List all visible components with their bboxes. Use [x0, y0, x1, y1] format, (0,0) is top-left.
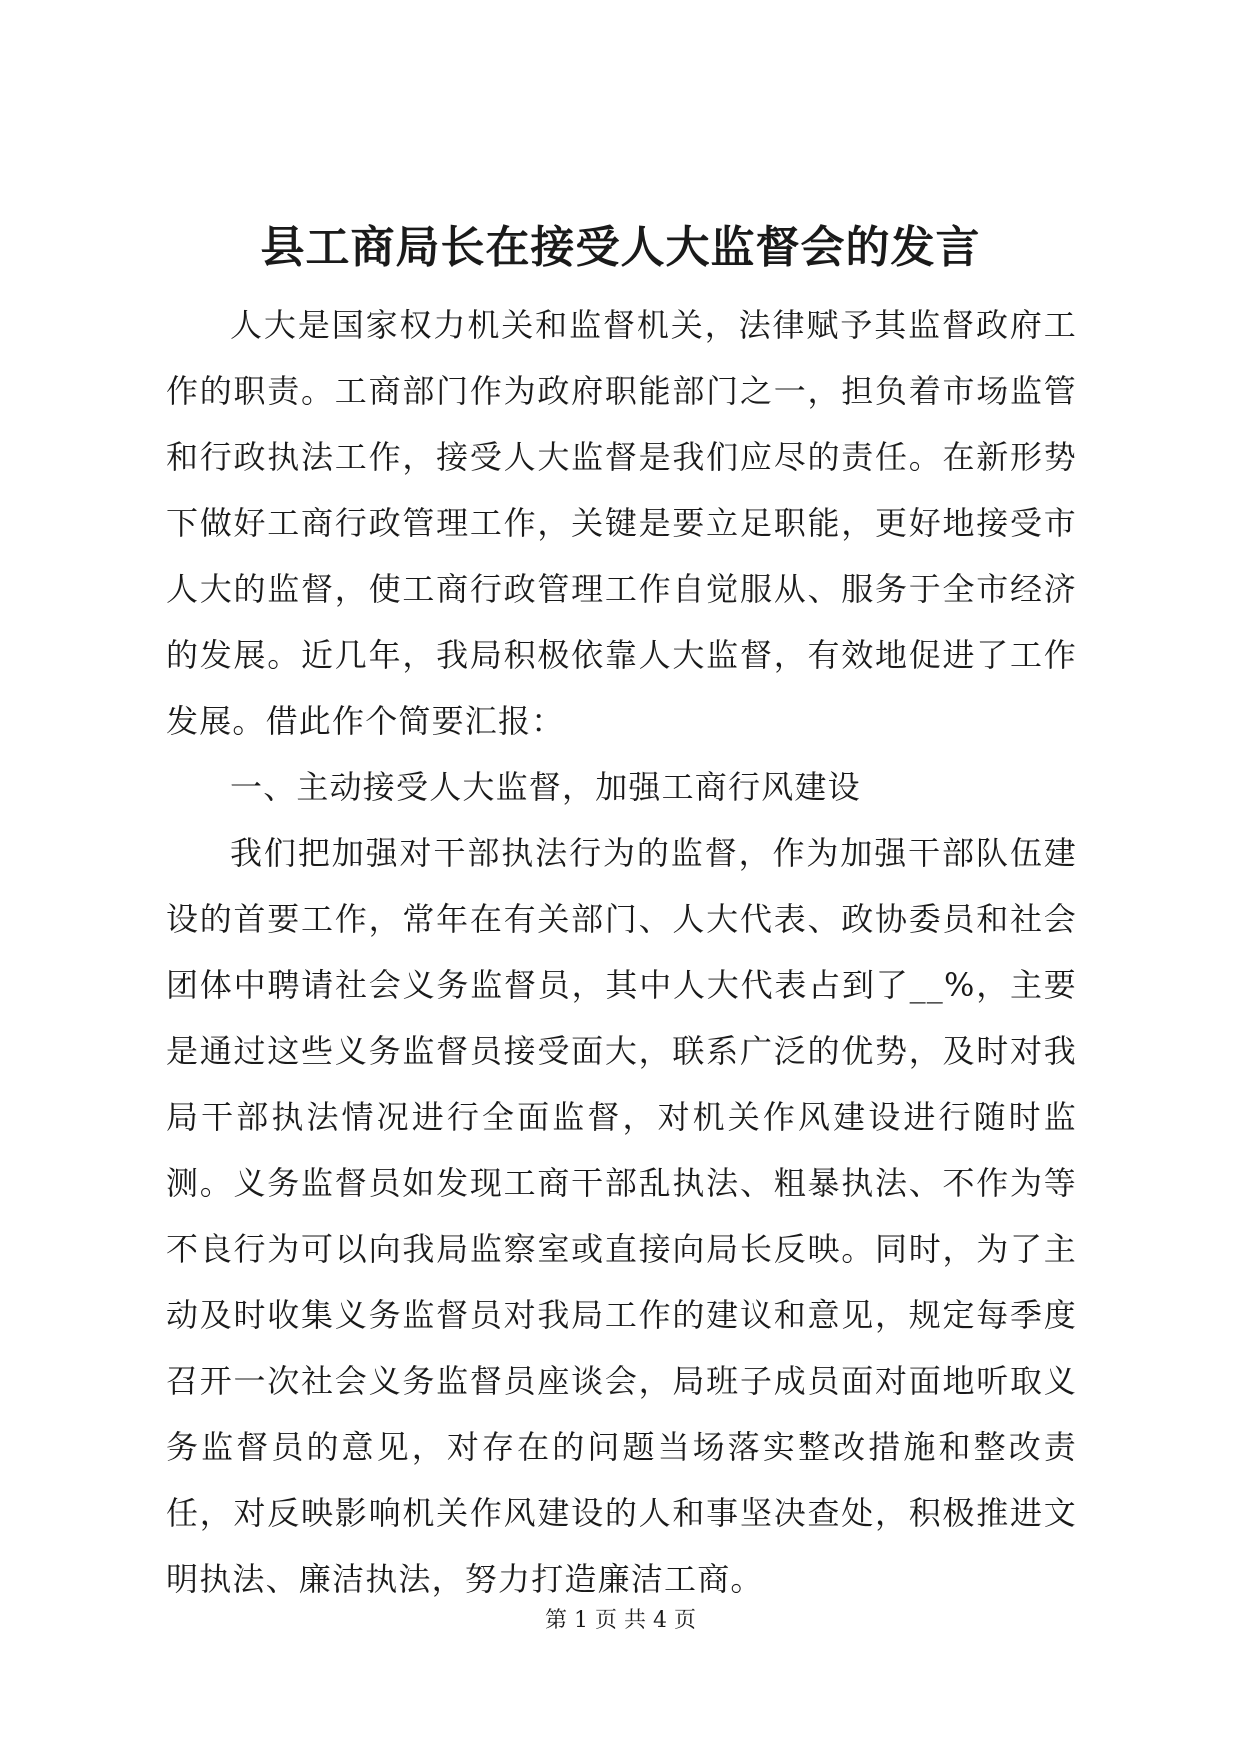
document-title: 县工商局长在接受人大监督会的发言 — [260, 222, 981, 273]
paragraph-intro: 人大是国家权力机关和监督机关，法律赋予其监督政府工作的职责。工商部门作为政府职能部门之一，担负着市场监管和行政执法工作，接受人大监督是我们应尽的责任。在新形势下做好工商行政管理工作，关键是要立足职能，更好地接受市人大的监督，使工商行政管理工作自觉服从、服务于全市经济的发展。近几年，我局积极依靠人大监督，有效地促进了工作发展。借此作个简要汇报： — [166, 306, 1077, 740]
page-number-footer: 第 1 页 共 4 页 — [545, 1608, 696, 1633]
document-body — [166, 292, 1077, 1612]
section-heading-1: 一、主动接受人大监督，加强工商行风建设 — [230, 768, 861, 806]
paragraph-section-1: 我们把加强对干部执法行为的监督，作为加强干部队伍建设的首要工作，常年在有关部门、人大代表、政协委员和社会团体中聘请社会义务监督员，其中人大代表占到了__%，主要是通过这些义务监督员接受面大，联系广泛的优势，及时对我局干部执法情况进行全面监督，对机关作风建设进行随时监测。义务监督员如发现工商干部乱执法、粗暴执法、不作为等不良行为可以向我局监察室或直接向局长反映。同时，为了主动及时收集义务监督员对我局工作的建议和意见，规定每季度召开一次社会义务监督员座谈会，局班子成员面对面地听取义务监督员的意见，对存在的问题当场落实整改措施和整改责任，对反映影响机关作风建设的人和事坚决查处，积极推进文明执法、廉洁执法，努力打造廉洁工商。 — [166, 834, 1077, 1598]
